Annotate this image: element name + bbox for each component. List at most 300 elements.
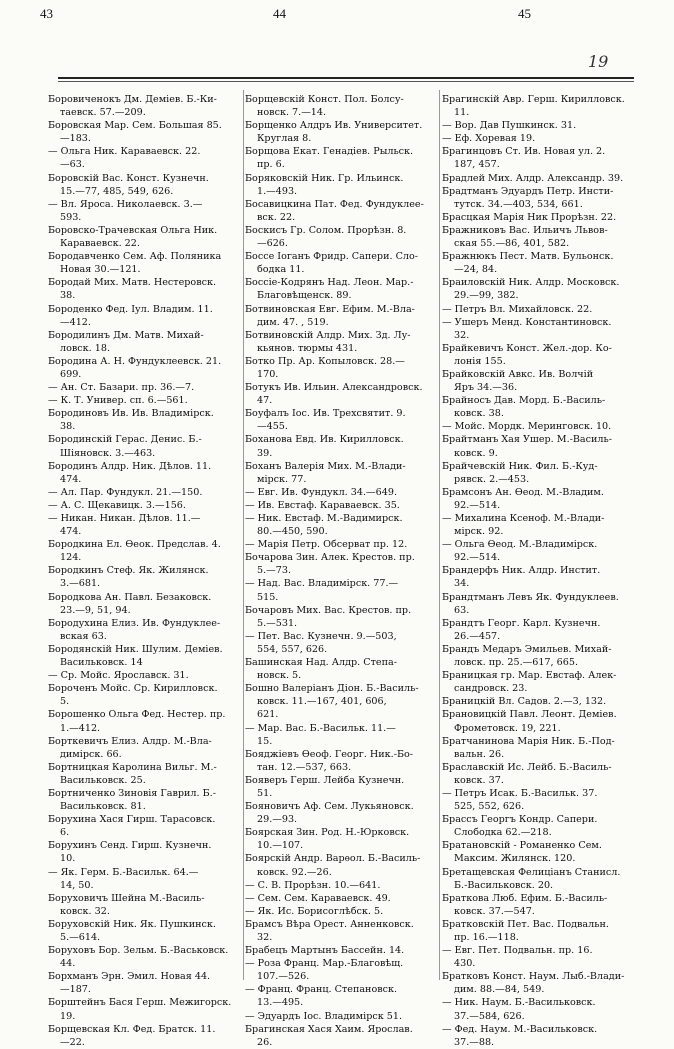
- entry-line: Боруxина Хася Гирш. Тарасовск.: [48, 814, 216, 826]
- directory-entry: [442, 591, 640, 617]
- entry-continuation: 621.: [257, 709, 279, 721]
- entry-line: Борштейнъ Бася Герш. Межигорск.: [48, 997, 232, 1009]
- entry-continuation: 6.: [60, 827, 70, 839]
- entry-continuation: Шіяновск. 3.—463.: [60, 447, 156, 459]
- directory-entry: [245, 852, 445, 878]
- entry-continuation: 5.—73.: [257, 565, 292, 577]
- entry-continuation: 51.: [257, 787, 273, 799]
- directory-entry: [442, 224, 640, 250]
- entry-continuation: —187.: [60, 984, 91, 996]
- entry-continuation: 474.: [60, 473, 82, 485]
- entry-line: Брагинцовъ Ст. Ив. Новая ул. 2.: [442, 146, 606, 158]
- entry-continuation: 38.: [60, 290, 76, 302]
- directory-entry: [48, 394, 248, 407]
- directory-entry: [245, 892, 445, 905]
- entry-line: Борошенко Ольга Фед. Нестер. пр.: [48, 709, 226, 721]
- entry-line: — Еф. Хоревая 19.: [442, 133, 536, 145]
- entry-continuation: Васильковск. 25.: [60, 774, 146, 786]
- entry-line: — Никан. Никан. Дѣлов. 11.—: [48, 513, 201, 524]
- entry-continuation: 26.: [257, 1036, 273, 1048]
- entry-continuation: 474.: [60, 526, 82, 538]
- directory-entry: [442, 132, 640, 145]
- entry-line: Браткова Люб. Ефим. Б.-Василь-: [442, 892, 608, 904]
- entry-line: Ботукъ Ив. Ильин. Александровск.: [245, 382, 423, 394]
- entry-line: Брайчевскій Ник. Фил. Б.-Куд-: [442, 460, 598, 472]
- entry-line: Бородай Мих. Матв. Нестеровск.: [48, 277, 217, 289]
- entry-line: — Ник. Наум. Б.-Васильковск.: [442, 997, 596, 1009]
- entry-continuation: 11.: [454, 107, 470, 119]
- entry-continuation: —24, 84.: [454, 264, 498, 276]
- entry-line: — Петръ Исак. Б.-Васильк. 37.: [442, 787, 598, 799]
- entry-line: Брандтманъ Левъ Як. Фундуклеев.: [442, 591, 619, 603]
- entry-line: Боскисъ Гр. Солом. Прорѣзн. 8.: [245, 224, 407, 236]
- directory-entry: [245, 329, 445, 355]
- entry-continuation: ковск. 37.: [454, 774, 504, 786]
- page-number-center: 44: [273, 6, 286, 21]
- directory-entry: [48, 198, 248, 224]
- directory-entry: [442, 970, 640, 996]
- directory-entry: [48, 617, 248, 643]
- entry-line: — Вл. Яроса. Николаевск. 3.—: [48, 198, 203, 210]
- entry-line: Бородиновъ Ив. Ив. Владимірск.: [48, 408, 214, 420]
- directory-entry: [442, 918, 640, 944]
- directory-entry: [245, 145, 445, 171]
- entry-line: Брандъ Медаръ Эмильев. Михай-: [442, 643, 612, 655]
- entry-line: — Над. Вас. Владимірск. 77.—: [245, 578, 399, 590]
- entry-continuation: новск. 5.: [257, 670, 302, 682]
- directory-entry: [442, 303, 640, 316]
- entry-continuation: Максим. Жилянск. 120.: [454, 853, 576, 865]
- entry-continuation: 38.: [60, 421, 76, 433]
- directory-entry: [48, 407, 248, 433]
- entry-line: Брадлей Мих. Алдр. Александр. 39.: [442, 172, 624, 184]
- directory-entry: [442, 145, 640, 171]
- column-middle: [245, 93, 445, 1048]
- entry-continuation: 13.—495.: [257, 997, 304, 1009]
- entry-continuation: ковск. 92.—26.: [257, 866, 332, 878]
- entry-line: — Ив. Евстаф. Караваевск. 35.: [245, 499, 400, 511]
- directory-entry: [442, 617, 640, 643]
- entry-continuation: 525, 552, 626.: [454, 801, 525, 813]
- entry-continuation: 29.—99, 382.: [454, 290, 519, 302]
- entry-continuation: 187, 457.: [454, 159, 500, 171]
- entry-line: — Вор. Дав Пушкинск. 31.: [442, 120, 577, 132]
- entry-continuation: Караваевск. 22.: [60, 238, 140, 250]
- entry-continuation: 37.—584, 626.: [454, 1010, 525, 1022]
- directory-entry: [48, 172, 248, 198]
- entry-line: Бортниченко Зиновія Гаврил. Б.-: [48, 787, 216, 799]
- entry-line: Братановскій - Романенко Сем.: [442, 840, 602, 852]
- entry-continuation: вальн. 26.: [454, 748, 505, 760]
- entry-continuation: —22.: [60, 1036, 85, 1048]
- directory-entry: [48, 355, 248, 381]
- entry-continuation: таевск. 57.—209.: [60, 107, 146, 119]
- directory-entry: [48, 119, 248, 145]
- directory-entry: [48, 512, 248, 538]
- entry-line: Брагинскій Авр. Герш. Кирилловск.: [442, 94, 625, 105]
- directory-entry: [245, 1023, 445, 1049]
- entry-continuation: 107.—526.: [257, 971, 310, 983]
- entry-line: — Ср. Мойс. Ярославск. 31.: [48, 670, 189, 682]
- entry-continuation: Б.-Васильковск. 20.: [454, 879, 554, 891]
- directory-entry: [48, 996, 248, 1022]
- entry-line: — Петръ Вл. Михайловск. 22.: [442, 303, 593, 315]
- entry-line: Боруховъ Бор. Зельм. Б.-Васьковск.: [48, 945, 229, 957]
- directory-entry: [245, 577, 445, 603]
- entry-line: Брайкевичъ Конст. Жел.-дор. Ко-: [442, 342, 612, 354]
- directory-entry: [245, 93, 445, 119]
- directory-entry: [442, 839, 640, 865]
- entry-continuation: 92.—514.: [454, 552, 501, 564]
- entry-continuation: 15.: [257, 735, 273, 747]
- entry-continuation: —63.: [60, 159, 85, 171]
- entry-line: Браницкая гр. Мар. Евстаф. Алек-: [442, 670, 617, 682]
- entry-continuation: 19.: [60, 1010, 76, 1022]
- entry-line: Боровская Мар. Сем. Большая 85.: [48, 120, 222, 132]
- directory-entry: [245, 381, 445, 407]
- entry-line: Боровско-Трачевская Ольга Ник.: [48, 224, 218, 236]
- entry-line: Боссе Іоганъ Фридр. Сапери. Сло-: [245, 251, 419, 263]
- directory-entry: [245, 722, 445, 748]
- entry-continuation: 5.—531.: [257, 617, 298, 629]
- entry-line: Бородавченко Сем. Аф. Поляника: [48, 251, 222, 263]
- directory-entry: [48, 735, 248, 761]
- entry-continuation: пр. 6.: [257, 159, 285, 171]
- directory-entry: [442, 119, 640, 132]
- entry-line: Боуфалъ Іос. Ив. Трехсвятит. 9.: [245, 408, 406, 420]
- entry-line: Бородкова Ан. Павл. Безаковск.: [48, 591, 212, 603]
- directory-entry: [442, 538, 640, 564]
- entry-continuation: ковск. 38.: [454, 408, 504, 420]
- directory-entry: [442, 420, 640, 433]
- entry-line: Брайковскій Авкс. Ив. Волчій: [442, 368, 594, 380]
- entry-continuation: Васильковск. 14: [60, 657, 143, 669]
- entry-line: — Франц. Франц. Степановск.: [245, 984, 398, 996]
- entry-continuation: 3.—681.: [60, 578, 101, 590]
- entry-continuation: 39.: [257, 447, 273, 459]
- entry-line: Боровскій Вас. Конст. Кузнечн.: [48, 172, 209, 184]
- entry-continuation: Круглая 8.: [257, 133, 312, 145]
- entry-line: Борщевская Кл. Фед. Братск. 11.: [48, 1023, 216, 1035]
- entry-line: Брасцкая Марія Ник Прорѣзн. 22.: [442, 211, 617, 223]
- directory-entry: [48, 970, 248, 996]
- entry-line: Бортницкая Каролина Вильг. М.-: [48, 761, 217, 773]
- entry-continuation: 92.—514.: [454, 499, 501, 511]
- entry-continuation: 37.—88.: [454, 1036, 495, 1048]
- entry-line: Борщова Екат. Генадіев. Рыльск.: [245, 146, 414, 158]
- directory-entry: [442, 892, 640, 918]
- entry-line: Боханъ Валерія Мих. М.-Влади-: [245, 460, 406, 472]
- entry-continuation: ковск. 32.: [60, 905, 110, 917]
- entry-line: — Роза Франц. Мар.-Благовѣщ.: [245, 958, 404, 970]
- entry-line: Брассъ Георгъ Кондр. Сапери.: [442, 814, 598, 826]
- entry-line: Бочаровъ Мих. Вас. Крестов. пр.: [245, 604, 412, 616]
- entry-line: — С. В. Прорѣзн. 10.—641.: [245, 879, 381, 891]
- entry-line: — Як. Ис. Борисоглѣбск. 5.: [245, 905, 384, 917]
- directory-entry: [442, 394, 640, 420]
- entry-line: Брайтманъ Хая Ушер. М.-Василь-: [442, 434, 612, 446]
- directory-entry: [442, 93, 640, 119]
- entry-continuation: вская 63.: [60, 630, 107, 642]
- entry-continuation: 47.: [257, 395, 273, 407]
- entry-continuation: 515.: [257, 591, 279, 603]
- entry-line: Бороченъ Мойс. Ср. Кирилловск.: [48, 683, 218, 695]
- entry-line: Браницкій Вл. Садов. 2.—3, 132.: [442, 696, 607, 708]
- entry-line: Бочарова Зин. Алек. Крестов. пр.: [245, 552, 415, 564]
- entry-line: — Фед. Наум. М.-Васильковск.: [442, 1023, 598, 1035]
- directory-entry: [245, 250, 445, 276]
- entry-continuation: 14, 50.: [60, 879, 94, 891]
- entry-line: Борщевскій Конст. Пол. Болсу-: [245, 94, 404, 105]
- entry-continuation: Новая 30.—121.: [60, 264, 141, 276]
- entry-continuation: —455.: [257, 421, 288, 433]
- entry-line: — Евг. Ив. Фундукл. 34.—649.: [245, 486, 397, 498]
- entry-continuation: сандровск. 23.: [454, 683, 528, 695]
- column-right: [442, 93, 640, 1048]
- entry-continuation: 10.—107.: [257, 840, 304, 852]
- directory-entry: [245, 407, 445, 433]
- directory-entry: [245, 983, 445, 1009]
- directory-entry: [442, 669, 640, 695]
- directory-entry: [48, 499, 248, 512]
- entry-continuation: ковск. 9.: [454, 447, 498, 459]
- directory-entry: [48, 460, 248, 486]
- directory-entry: [442, 433, 640, 459]
- directory-entry: [245, 748, 445, 774]
- entry-line: Бояверъ Герш. Лейба Кузнечн.: [245, 774, 405, 786]
- directory-entry: [245, 355, 445, 381]
- header-rule: [58, 77, 634, 79]
- directory-entry: [245, 682, 445, 721]
- entry-continuation: 554, 557, 626.: [257, 643, 328, 655]
- entry-line: — Ан. Ст. Базари. пр. 36.—7.: [48, 382, 195, 394]
- entry-line: Брамсонъ Ан. Ѳеод. М.-Владим.: [442, 486, 604, 498]
- entry-line: Боруховичъ Шейна М.-Василь-: [48, 892, 205, 904]
- entry-continuation: бодка 11.: [257, 264, 305, 276]
- entry-continuation: 44.: [60, 958, 76, 970]
- entry-continuation: ская 55.—86, 401, 582.: [454, 238, 570, 250]
- entry-continuation: 29.—93.: [257, 814, 298, 826]
- directory-entry: [48, 918, 248, 944]
- entry-line: Бородянскій Ник. Шулим. Деміев.: [48, 643, 223, 655]
- entry-continuation: пр. 16.—118.: [454, 932, 519, 943]
- handwritten-page-mark: 19: [588, 52, 609, 71]
- entry-line: Брагинская Хася Хаим. Ярослав.: [245, 1023, 413, 1035]
- entry-line: Босавицкина Пат. Фед. Фундуклее-: [245, 198, 424, 210]
- header-rule-thin: [58, 81, 634, 82]
- directory-entry: [48, 93, 248, 119]
- entry-line: Бражниковъ Вас. Ильичъ Львов-: [442, 224, 608, 236]
- entry-line: Брайносъ Дав. Морд. Б.-Василь-: [442, 395, 606, 407]
- directory-entry: [245, 918, 445, 944]
- directory-entry: [48, 682, 248, 708]
- entry-continuation: тан. 12.—537, 663.: [257, 761, 352, 773]
- entry-line: — К. Т. Универ. сп. 6.—561.: [48, 395, 188, 407]
- entry-line: Брамсъ Вѣра Орест. Анненковск.: [245, 918, 414, 930]
- entry-line: Братковъ Конст. Наум. Лыб.-Влади-: [442, 971, 625, 983]
- directory-entry: [48, 866, 248, 892]
- entry-line: — Мойс. Мордк. Меринговск. 10.: [442, 421, 612, 433]
- directory-entry: [442, 996, 640, 1022]
- entry-line: Боруxинъ Сенд. Гирш. Кузнечн.: [48, 840, 212, 852]
- entry-line: Брандтъ Георг. Карл. Кузнечн.: [442, 617, 601, 629]
- directory-entry: [245, 656, 445, 682]
- entry-line: Боярская Зин. Род. Н.-Юрковск.: [245, 827, 410, 839]
- directory-entry: [442, 276, 640, 302]
- directory-entry: [442, 761, 640, 787]
- entry-continuation: вск. 22.: [257, 211, 296, 223]
- entry-line: Брадтманъ Эдуардъ Петр. Инсти-: [442, 185, 614, 197]
- entry-continuation: дим. 47. , 519.: [257, 316, 329, 328]
- directory-entry: [245, 905, 445, 918]
- directory-entry: [48, 486, 248, 499]
- column-left: [48, 93, 248, 1048]
- directory-entry: [442, 486, 640, 512]
- directory-entry: [442, 211, 640, 224]
- entry-line: Ботвиновскій Алдр. Мих. Зд. Лу-: [245, 329, 411, 341]
- entry-line: Боруховскій Ник. Як. Пушкинск.: [48, 918, 216, 930]
- directory-entry: [442, 250, 640, 276]
- directory-entry: [442, 368, 640, 394]
- directory-entry: [245, 303, 445, 329]
- entry-line: Бородинъ Алдр. Ник. Дѣлов. 11.: [48, 460, 212, 472]
- entry-line: Бошно Валеріанъ Діон. Б.-Василь-: [245, 683, 419, 695]
- directory-entry: [442, 342, 640, 368]
- entry-continuation: 430.: [454, 958, 476, 970]
- page-number-right: 45: [518, 6, 531, 21]
- entry-line: Браславскій Ис. Лейб. Б.-Василь-: [442, 761, 612, 773]
- directory-entry: [245, 198, 445, 224]
- entry-line: — Пет. Вас. Кузнечн. 9.—503,: [245, 630, 397, 642]
- entry-line: Бородилинъ Дм. Матв. Михай-: [48, 329, 204, 341]
- entry-line: Бояджіевъ Ѳеоф. Георг. Ник.-Бо-: [245, 748, 414, 760]
- entry-line: Бородина А. Н. Фундуклеевск. 21.: [48, 355, 222, 367]
- entry-line: Браиловскій Ник. Алдр. Московск.: [442, 277, 620, 289]
- directory-entry: [48, 892, 248, 918]
- entry-line: Бородинскій Герас. Денис. Б.-: [48, 434, 202, 446]
- directory-entry: [442, 564, 640, 590]
- entry-continuation: дим. 88.—84, 549.: [454, 984, 545, 996]
- directory-entry: [442, 944, 640, 970]
- entry-continuation: тутск. 34.—403, 534, 661.: [454, 198, 583, 210]
- directory-entry: [245, 538, 445, 551]
- directory-entry: [48, 643, 248, 669]
- entry-continuation: димірск. 66.: [60, 748, 122, 760]
- directory-entry: [245, 826, 445, 852]
- directory-entry: [48, 224, 248, 250]
- entry-continuation: Яръ 34.—36.: [454, 382, 518, 394]
- directory-entry: [48, 761, 248, 787]
- directory-entry: [245, 172, 445, 198]
- entry-line: Боряковскій Ник. Гр. Ильинск.: [245, 172, 404, 184]
- directory-entry: [245, 224, 445, 250]
- entry-line: Бородкина Ел. Ѳеок. Предслав. 4.: [48, 539, 221, 551]
- entry-continuation: 26.—457.: [454, 630, 501, 642]
- entry-continuation: Васильковск. 81.: [60, 801, 146, 813]
- directory-entry: [442, 735, 640, 761]
- directory-entry: [48, 708, 248, 734]
- entry-continuation: 32.: [454, 329, 470, 341]
- entry-line: Братчанинова Марія Ник. Б.-Под-: [442, 735, 615, 747]
- directory-entry: [48, 813, 248, 839]
- directory-entry: [245, 1010, 445, 1023]
- entry-continuation: ловск. пр. 25.—617, 665.: [454, 657, 578, 669]
- entry-line: Боярскій Андр. Варѳол. Б.-Василь-: [245, 853, 421, 865]
- entry-line: Башинская Над. Алдр. Степа-: [245, 657, 397, 669]
- entry-continuation: 1.—412.: [60, 722, 101, 734]
- entry-continuation: 32.: [257, 932, 273, 943]
- entry-line: — А. С. Щекавицк. 3.—156.: [48, 499, 186, 511]
- directory-entry: [245, 944, 445, 957]
- directory-entry: [245, 433, 445, 459]
- entry-line: — Ольга Ѳеод. М.-Владимірск.: [442, 539, 598, 551]
- entry-line: — Ушеръ Менд. Константиновск.: [442, 316, 612, 328]
- entry-line: — Марія Петр. Обсерват пр. 12.: [245, 539, 408, 551]
- entry-continuation: —183.: [60, 133, 91, 145]
- entry-continuation: кьянов. тюрмы 431.: [257, 342, 358, 354]
- entry-line: Бороденко Фед. Іул. Владим. 11.: [48, 303, 213, 315]
- entry-line: Борткевичъ Елиз. Алдр. М.-Вла-: [48, 735, 212, 747]
- entry-continuation: Слободка 62.—218.: [454, 827, 552, 839]
- entry-continuation: 5.: [60, 696, 70, 708]
- directory-entry: [442, 1023, 640, 1049]
- directory-entry: [48, 538, 248, 564]
- entry-line: Ботвиновская Евг. Ефим. М.-Вла-: [245, 303, 415, 315]
- entry-line: Боссіе-Кодрянъ Над. Леон. Мар.-: [245, 277, 414, 289]
- directory-entry: [442, 695, 640, 708]
- directory-entry: [48, 1023, 248, 1049]
- directory-entry: [442, 185, 640, 211]
- entry-continuation: 63.: [454, 604, 470, 616]
- entry-line: Брановицкій Павл. Леонт. Деміев.: [442, 709, 617, 721]
- entry-continuation: мірск. 92.: [454, 526, 504, 538]
- entry-line: Ботко Пр. Ар. Копыловск. 28.—: [245, 355, 405, 367]
- directory-entry: [442, 787, 640, 813]
- entry-continuation: рявск. 2.—453.: [454, 473, 530, 485]
- directory-entry: [245, 460, 445, 486]
- directory-entry: [245, 551, 445, 577]
- directory-entry: [245, 486, 445, 499]
- directory-entry: [442, 460, 640, 486]
- entry-continuation: мірск. 77.: [257, 473, 307, 485]
- directory-entry: [48, 839, 248, 865]
- entry-line: Борхманъ Эрн. Эмил. Новая 44.: [48, 971, 211, 983]
- directory-entry: [48, 669, 248, 682]
- directory-entry: [245, 604, 445, 630]
- entry-line: Бородухина Елиз. Ив. Фундуклее-: [48, 617, 221, 629]
- directory-entry: [48, 329, 248, 355]
- directory-entry: [245, 512, 445, 538]
- entry-continuation: ковск. 11.—167, 401, 606,: [257, 696, 387, 708]
- entry-line: Брандерфъ Ник. Алдр. Инстит.: [442, 565, 601, 577]
- directory-entry: [48, 787, 248, 813]
- page-number-left: 43: [40, 6, 53, 21]
- directory-entry: [245, 879, 445, 892]
- directory-entry: [245, 800, 445, 826]
- directory-entry: [442, 866, 640, 892]
- entry-continuation: 699.: [60, 368, 82, 380]
- directory-entry: [245, 774, 445, 800]
- directory-entry: [245, 499, 445, 512]
- directory-entry: [245, 119, 445, 145]
- entry-continuation: 10.: [60, 853, 76, 865]
- entry-continuation: лонія 155.: [454, 355, 506, 367]
- entry-continuation: ковск. 37.—547.: [454, 905, 535, 917]
- directory-entry: [245, 630, 445, 656]
- entry-line: Братковскій Пет. Вас. Подвальн.: [442, 918, 609, 930]
- entry-continuation: новск. 7.—14.: [257, 107, 327, 119]
- directory-entry: [48, 944, 248, 970]
